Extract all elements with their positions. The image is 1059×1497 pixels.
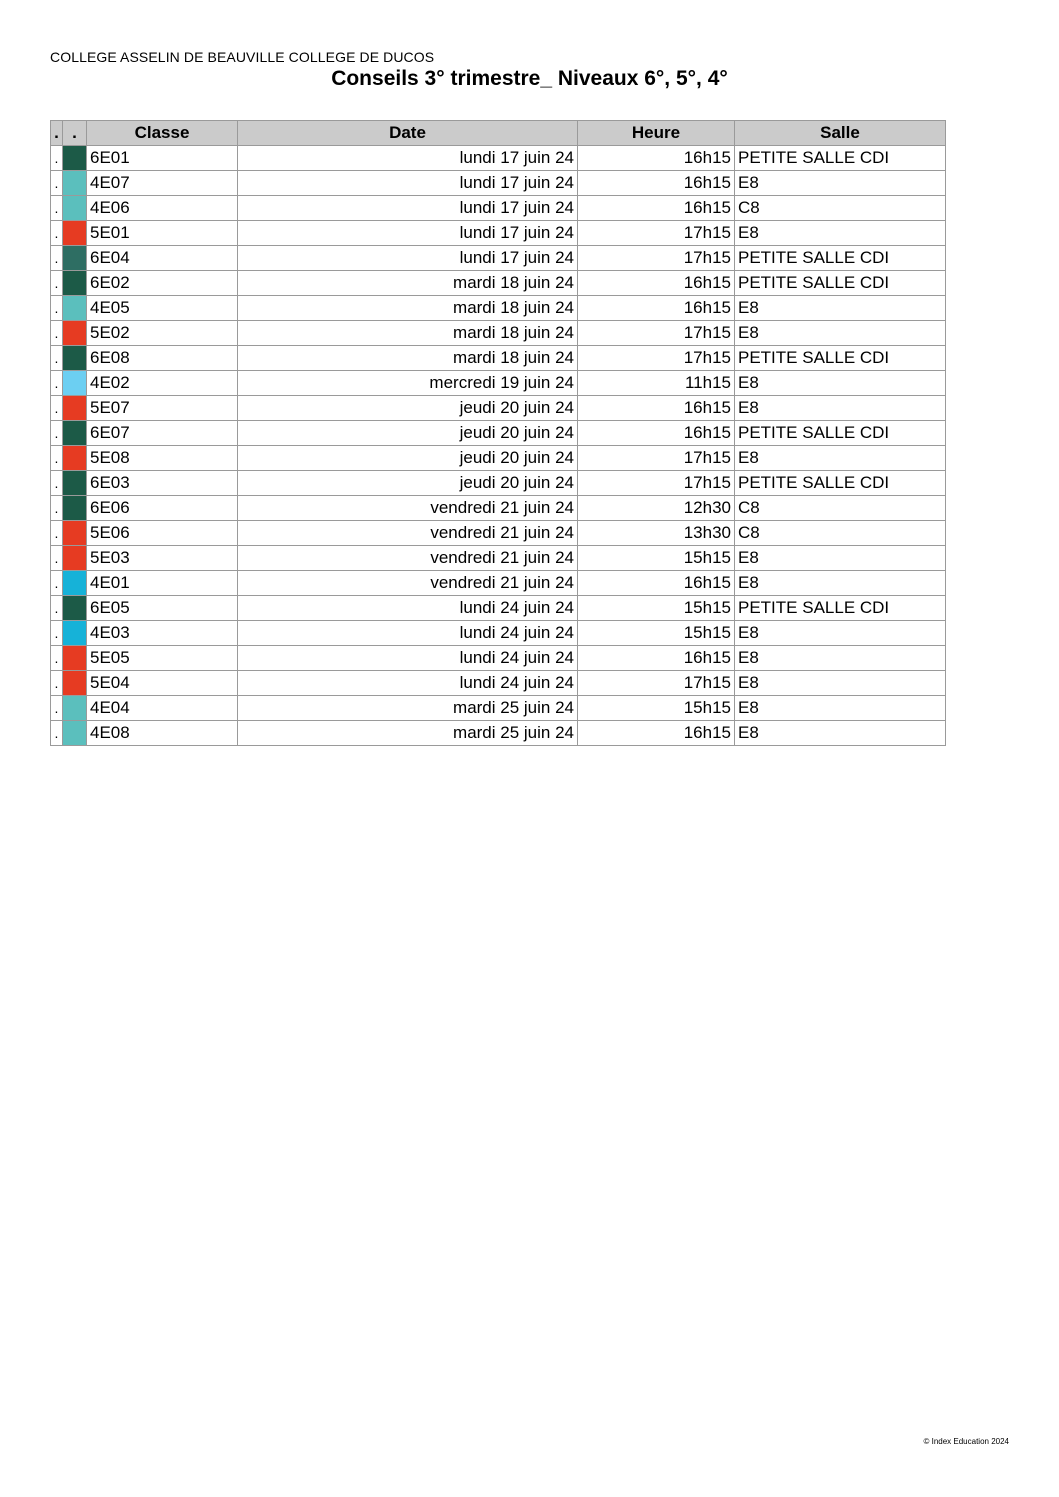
cell-classe: 5E05 xyxy=(87,646,238,671)
row-dot: . xyxy=(51,496,63,521)
cell-heure: 13h30 xyxy=(578,521,735,546)
cell-date: lundi 24 juin 24 xyxy=(238,671,578,696)
table-row xyxy=(51,521,946,546)
cell-heure: 15h15 xyxy=(578,696,735,721)
cell-salle: PETITE SALLE CDI xyxy=(735,246,946,271)
cell-classe: 6E03 xyxy=(87,471,238,496)
cell-heure: 16h15 xyxy=(578,396,735,421)
table-row xyxy=(51,646,946,671)
class-color-swatch xyxy=(63,721,87,746)
cell-heure: 16h15 xyxy=(578,721,735,746)
cell-date: mardi 18 juin 24 xyxy=(238,346,578,371)
cell-heure: 16h15 xyxy=(578,196,735,221)
cell-date: lundi 24 juin 24 xyxy=(238,621,578,646)
cell-salle: E8 xyxy=(735,221,946,246)
copyright: © Index Education 2024 xyxy=(923,1437,1009,1446)
class-color-swatch xyxy=(63,296,87,321)
table-row xyxy=(51,696,946,721)
row-dot: . xyxy=(51,471,63,496)
cell-date: mardi 18 juin 24 xyxy=(238,321,578,346)
class-color-swatch xyxy=(63,446,87,471)
row-dot: . xyxy=(51,571,63,596)
table-row xyxy=(51,271,946,296)
cell-heure: 15h15 xyxy=(578,546,735,571)
row-dot: . xyxy=(51,371,63,396)
class-color-swatch xyxy=(63,196,87,221)
cell-date: jeudi 20 juin 24 xyxy=(238,446,578,471)
row-dot: . xyxy=(51,521,63,546)
cell-classe: 5E06 xyxy=(87,521,238,546)
cell-classe: 6E04 xyxy=(87,246,238,271)
table-row xyxy=(51,346,946,371)
class-color-swatch xyxy=(63,246,87,271)
cell-salle: C8 xyxy=(735,196,946,221)
class-color-swatch xyxy=(63,571,87,596)
table-row xyxy=(51,321,946,346)
cell-date: lundi 24 juin 24 xyxy=(238,596,578,621)
row-dot: . xyxy=(51,396,63,421)
cell-classe: 5E02 xyxy=(87,321,238,346)
class-color-swatch xyxy=(63,696,87,721)
row-dot: . xyxy=(51,221,63,246)
cell-classe: 4E03 xyxy=(87,621,238,646)
class-color-swatch xyxy=(63,596,87,621)
table-body xyxy=(51,146,946,746)
cell-classe: 6E07 xyxy=(87,421,238,446)
row-dot: . xyxy=(51,621,63,646)
cell-classe: 5E08 xyxy=(87,446,238,471)
cell-heure: 16h15 xyxy=(578,146,735,171)
cell-date: vendredi 21 juin 24 xyxy=(238,521,578,546)
table-row xyxy=(51,446,946,471)
cell-classe: 4E05 xyxy=(87,296,238,321)
cell-classe: 4E07 xyxy=(87,171,238,196)
class-color-swatch xyxy=(63,221,87,246)
class-color-swatch xyxy=(63,496,87,521)
row-dot: . xyxy=(51,721,63,746)
cell-heure: 16h15 xyxy=(578,296,735,321)
class-color-swatch xyxy=(63,171,87,196)
table-row xyxy=(51,146,946,171)
cell-heure: 15h15 xyxy=(578,621,735,646)
table-row xyxy=(51,421,946,446)
cell-heure: 12h30 xyxy=(578,496,735,521)
cell-classe: 5E01 xyxy=(87,221,238,246)
row-dot: . xyxy=(51,596,63,621)
cell-heure: 11h15 xyxy=(578,371,735,396)
header-color: . xyxy=(63,121,87,146)
cell-date: lundi 17 juin 24 xyxy=(238,171,578,196)
cell-salle: E8 xyxy=(735,396,946,421)
row-dot: . xyxy=(51,146,63,171)
row-dot: . xyxy=(51,171,63,196)
cell-heure: 17h15 xyxy=(578,446,735,471)
conseils-table xyxy=(50,120,946,746)
row-dot: . xyxy=(51,696,63,721)
cell-salle: PETITE SALLE CDI xyxy=(735,146,946,171)
cell-heure: 16h15 xyxy=(578,271,735,296)
cell-date: jeudi 20 juin 24 xyxy=(238,421,578,446)
class-color-swatch xyxy=(63,146,87,171)
cell-date: lundi 17 juin 24 xyxy=(238,146,578,171)
row-dot: . xyxy=(51,296,63,321)
table-row xyxy=(51,671,946,696)
cell-heure: 17h15 xyxy=(578,671,735,696)
class-color-swatch xyxy=(63,271,87,296)
row-dot: . xyxy=(51,421,63,446)
cell-classe: 6E08 xyxy=(87,346,238,371)
cell-salle: PETITE SALLE CDI xyxy=(735,346,946,371)
header-salle: Salle xyxy=(735,121,946,146)
cell-date: mercredi 19 juin 24 xyxy=(238,371,578,396)
cell-date: vendredi 21 juin 24 xyxy=(238,496,578,521)
row-dot: . xyxy=(51,196,63,221)
cell-date: mardi 18 juin 24 xyxy=(238,271,578,296)
class-color-swatch xyxy=(63,671,87,696)
table-row xyxy=(51,396,946,421)
table-row xyxy=(51,471,946,496)
cell-salle: C8 xyxy=(735,521,946,546)
cell-date: jeudi 20 juin 24 xyxy=(238,471,578,496)
cell-date: lundi 17 juin 24 xyxy=(238,221,578,246)
cell-heure: 16h15 xyxy=(578,646,735,671)
cell-heure: 15h15 xyxy=(578,596,735,621)
row-dot: . xyxy=(51,246,63,271)
class-color-swatch xyxy=(63,471,87,496)
cell-date: mardi 25 juin 24 xyxy=(238,721,578,746)
class-color-swatch xyxy=(63,521,87,546)
cell-salle: E8 xyxy=(735,696,946,721)
cell-classe: 6E01 xyxy=(87,146,238,171)
cell-classe: 6E02 xyxy=(87,271,238,296)
row-dot: . xyxy=(51,271,63,296)
cell-salle: E8 xyxy=(735,446,946,471)
cell-salle: E8 xyxy=(735,296,946,321)
class-color-swatch xyxy=(63,546,87,571)
cell-classe: 4E06 xyxy=(87,196,238,221)
cell-salle: E8 xyxy=(735,721,946,746)
header-date: Date xyxy=(238,121,578,146)
table-row xyxy=(51,296,946,321)
class-color-swatch xyxy=(63,371,87,396)
cell-heure: 16h15 xyxy=(578,571,735,596)
cell-date: lundi 24 juin 24 xyxy=(238,646,578,671)
cell-classe: 4E08 xyxy=(87,721,238,746)
cell-salle: PETITE SALLE CDI xyxy=(735,596,946,621)
cell-salle: E8 xyxy=(735,571,946,596)
cell-salle: E8 xyxy=(735,321,946,346)
page-title: Conseils 3° trimestre_ Niveaux 6°, 5°, 4° xyxy=(331,67,728,90)
table-row xyxy=(51,571,946,596)
school-name: COLLEGE ASSELIN DE BEAUVILLE COLLEGE DE DUCOS xyxy=(50,49,435,65)
table-row xyxy=(51,721,946,746)
cell-salle: E8 xyxy=(735,371,946,396)
row-dot: . xyxy=(51,446,63,471)
cell-date: vendredi 21 juin 24 xyxy=(238,571,578,596)
cell-heure: 17h15 xyxy=(578,346,735,371)
cell-classe: 5E04 xyxy=(87,671,238,696)
row-dot: . xyxy=(51,646,63,671)
cell-heure: 16h15 xyxy=(578,421,735,446)
header-dot: . xyxy=(51,121,63,146)
class-color-swatch xyxy=(63,621,87,646)
row-dot: . xyxy=(51,546,63,571)
cell-classe: 5E03 xyxy=(87,546,238,571)
table-row xyxy=(51,371,946,396)
cell-heure: 17h15 xyxy=(578,221,735,246)
cell-date: lundi 17 juin 24 xyxy=(238,246,578,271)
table-row xyxy=(51,246,946,271)
cell-salle: PETITE SALLE CDI xyxy=(735,421,946,446)
cell-date: mardi 18 juin 24 xyxy=(238,296,578,321)
cell-heure: 17h15 xyxy=(578,321,735,346)
table-row xyxy=(51,496,946,521)
cell-classe: 4E01 xyxy=(87,571,238,596)
cell-salle: E8 xyxy=(735,171,946,196)
table-row xyxy=(51,621,946,646)
table-row xyxy=(51,196,946,221)
cell-date: mardi 25 juin 24 xyxy=(238,696,578,721)
cell-salle: E8 xyxy=(735,646,946,671)
table-row xyxy=(51,596,946,621)
cell-heure: 17h15 xyxy=(578,471,735,496)
cell-classe: 6E05 xyxy=(87,596,238,621)
table-row xyxy=(51,221,946,246)
table-header-row xyxy=(51,121,946,146)
class-color-swatch xyxy=(63,421,87,446)
row-dot: . xyxy=(51,671,63,696)
cell-salle: PETITE SALLE CDI xyxy=(735,271,946,296)
cell-date: jeudi 20 juin 24 xyxy=(238,396,578,421)
cell-heure: 17h15 xyxy=(578,246,735,271)
cell-date: vendredi 21 juin 24 xyxy=(238,546,578,571)
header-classe: Classe xyxy=(87,121,238,146)
class-color-swatch xyxy=(63,396,87,421)
cell-classe: 4E02 xyxy=(87,371,238,396)
cell-salle: E8 xyxy=(735,671,946,696)
row-dot: . xyxy=(51,321,63,346)
class-color-swatch xyxy=(63,346,87,371)
class-color-swatch xyxy=(63,646,87,671)
header-heure: Heure xyxy=(578,121,735,146)
class-color-swatch xyxy=(63,321,87,346)
cell-heure: 16h15 xyxy=(578,171,735,196)
cell-classe: 5E07 xyxy=(87,396,238,421)
table-row xyxy=(51,171,946,196)
cell-classe: 6E06 xyxy=(87,496,238,521)
row-dot: . xyxy=(51,346,63,371)
cell-salle: C8 xyxy=(735,496,946,521)
cell-classe: 4E04 xyxy=(87,696,238,721)
cell-date: lundi 17 juin 24 xyxy=(238,196,578,221)
cell-salle: E8 xyxy=(735,546,946,571)
table-row xyxy=(51,546,946,571)
cell-salle: PETITE SALLE CDI xyxy=(735,471,946,496)
cell-salle: E8 xyxy=(735,621,946,646)
